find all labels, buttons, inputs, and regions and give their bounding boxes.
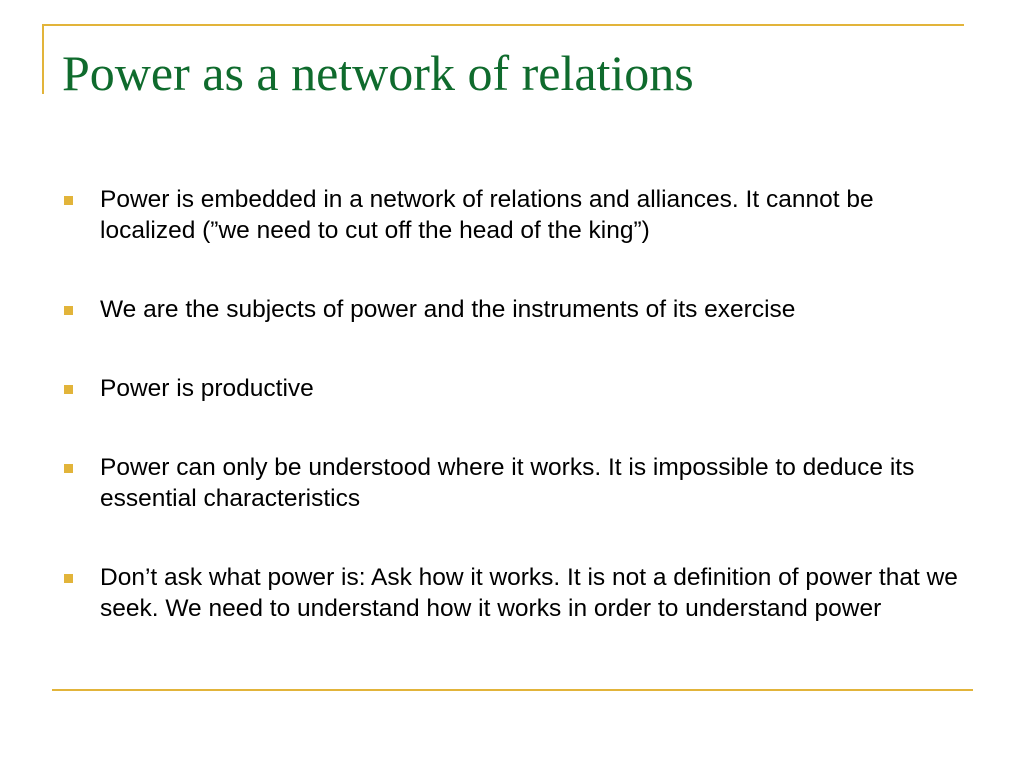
bullet-item [62,373,967,404]
bullet-item [62,452,967,514]
square-bullet-icon [64,385,73,394]
square-bullet-icon [64,196,73,205]
square-bullet-icon [64,574,73,583]
bullet-text: Power can only be understood where it works. It is impossible to deduce its essential characteristics [100,454,915,512]
bullet-item [62,562,967,624]
bullet-list [62,184,967,672]
bullet-item [62,184,967,246]
bullet-text: We are the subjects of power and the instruments of its exercise [100,296,796,323]
bullet-text: Power is productive [100,375,314,402]
bullet-text: Don’t ask what power is: Ask how it works. It is not a definition of power that we seek. We need to understand how it works in order to understand power [100,564,958,622]
bullet-item [62,294,967,325]
square-bullet-icon [64,464,73,473]
slide-title: Power as a network of relations [62,45,694,101]
top-divider [42,24,964,26]
square-bullet-icon [64,306,73,315]
bullet-text: Power is embedded in a network of relations and alliances. It cannot be localized (”we need to cut off the head of the king”) [100,186,874,244]
bottom-divider [52,689,973,691]
left-accent-rule [42,24,44,94]
